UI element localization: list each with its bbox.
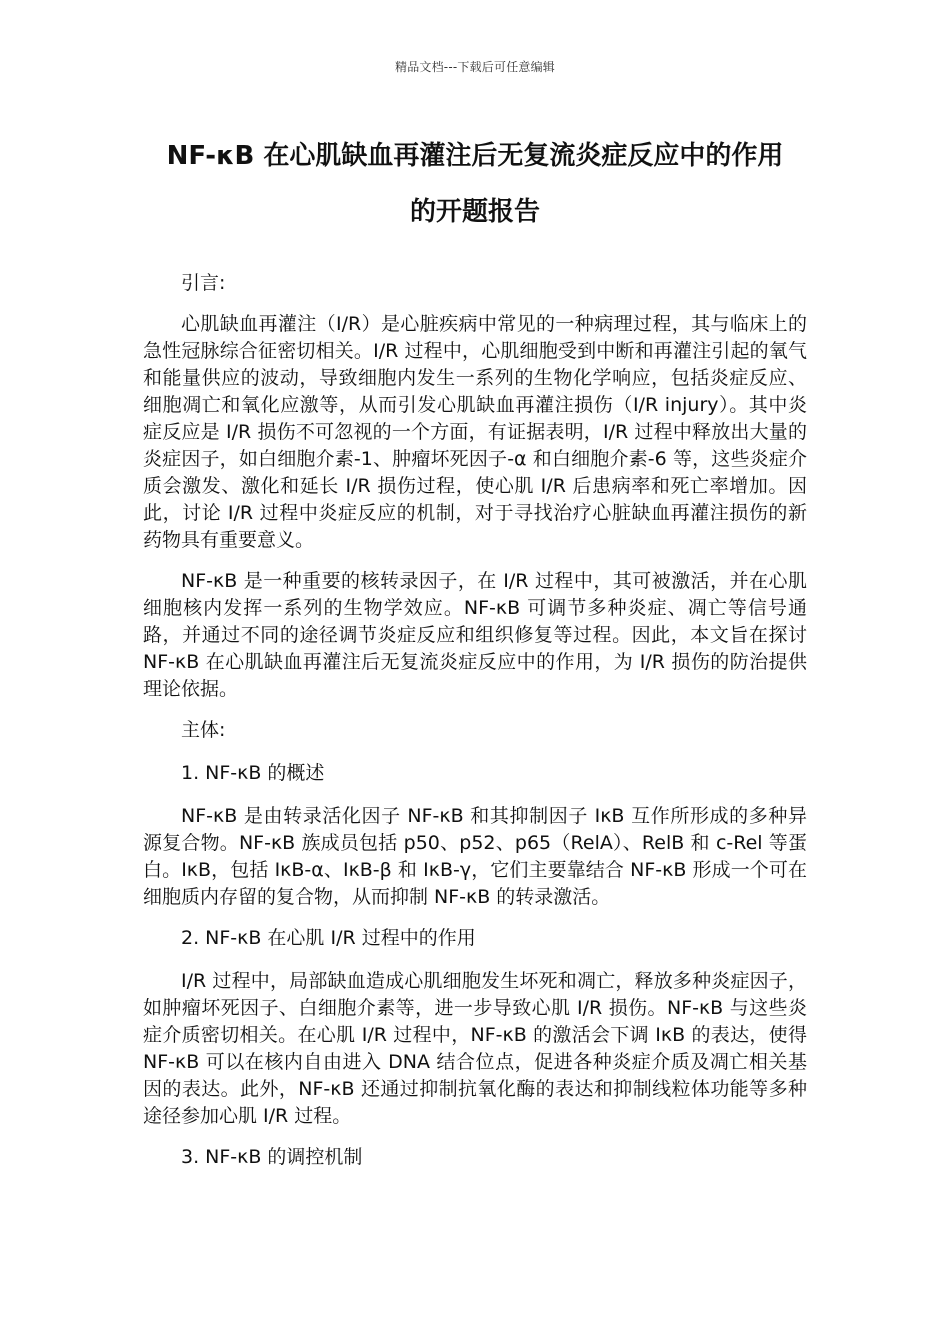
- document-title: [140, 128, 810, 240]
- title-line-1: NF-κB 在心肌缺血再灌注后无复流炎症反应中的作用: [166, 141, 784, 171]
- intro-paragraph-1: 心肌缺血再灌注（I/R）是心脏疾病中常见的一种病理过程，其与临床上的急性冠脉综合征密切相关。I/R 过程中，心肌细胞受到中断和再灌注引起的氧气和能量供应的波动，导致细胞内发生一系列的生物化学响应，包括炎症反应、细胞凋亡和氧化应激等，从而引发心肌缺血再灌注损伤（I/R injury）。其中炎症反应是 I/R 损伤不可忽视的一个方面，有证据表明，I/R 过程中释放出大量的炎症因子，如白细胞介素-1、肿瘤坏死因子-α 和白细胞介素-6 等，这些炎症介质会激发、激化和延长 I/R 损伤过程，使心肌 I/R 后患病率和死亡率增加。因此，讨论 I/R 过程中炎症反应的机制，对于寻找治疗心脏缺血再灌注损伤的新药物具有重要意义。: [143, 313, 807, 551]
- document-body: [143, 270, 807, 1187]
- section-heading-2: 2. NF-κB 在心肌 I/R 过程中的作用: [181, 927, 476, 949]
- section-heading-1: 1. NF-κB 的概述: [181, 762, 325, 784]
- title-line-2: 的开题报告: [409, 197, 540, 227]
- section-heading-3: 3. NF-κB 的调控机制: [181, 1146, 363, 1168]
- intro-label: 引言:: [181, 272, 226, 294]
- body-label: 主体:: [181, 719, 226, 741]
- intro-paragraph-2: NF-κB 是一种重要的核转录因子，在 I/R 过程中，其可被激活，并在心肌细胞核内发挥一系列的生物学效应。NF-κB 可调节多种炎症、凋亡等信号通路，并通过不同的途径调节炎症反应和组织修复等过程。因此，本文旨在探讨 NF-κB 在心肌缺血再灌注后无复流炎症反应中的作用，为 I/R 损伤的防治提供理论依据。: [143, 570, 807, 700]
- section-paragraph-1: NF-κB 是由转录活化因子 NF-κB 和其抑制因子 IκB 互作所形成的多种异源复合物。NF-κB 族成员包括 p50、p52、p65（RelA）、RelB 和 c-Rel 等蛋白。IκB，包括 IκB-α、IκB-β 和 IκB-γ，它们主要靠结合 NF-κB 形成一个可在细胞质内存留的复合物，从而抑制 NF-κB 的转录激活。: [143, 805, 807, 908]
- section-paragraph-2: I/R 过程中，局部缺血造成心肌细胞发生坏死和凋亡，释放多种炎症因子，如肿瘤坏死因子、白细胞介素等，进一步导致心肌 I/R 损伤。NF-κB 与这些炎症介质密切相关。在心肌 I/R 过程中，NF-κB 的激活会下调 IκB 的表达，使得 NF-κB 可以在核内自由进入 DNA 结合位点，促进各种炎症介质及凋亡相关基因的表达。此外，NF-κB 还通过抑制抗氧化酶的表达和抑制线粒体功能等多种途径参加心肌 I/R 过程。: [143, 970, 807, 1127]
- page-header: 精品文档---下载后可任意编辑: [395, 60, 555, 74]
